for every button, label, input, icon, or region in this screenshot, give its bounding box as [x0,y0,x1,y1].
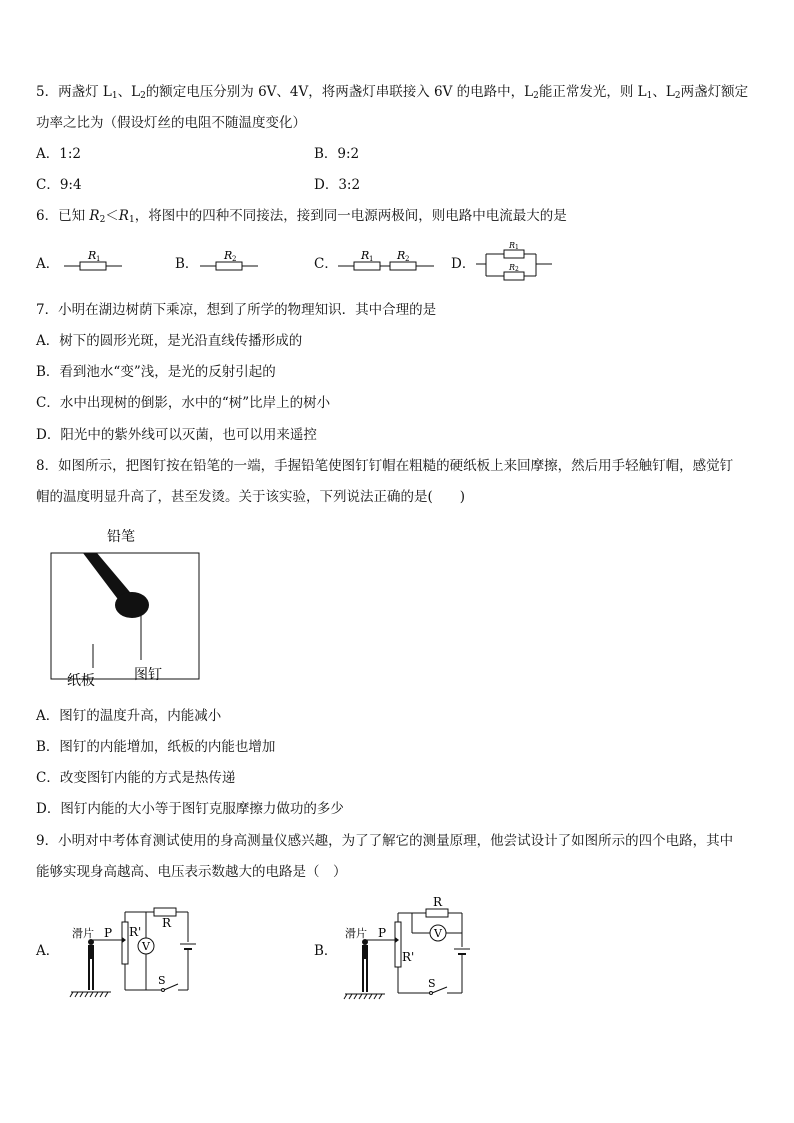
q6-option-c: C． [314,256,338,272]
q6-circuit-b [200,248,262,274]
q7-option-b: B．看到池水“变”浅，是光的反射引起的 [36,364,276,380]
q9b-s-label: S [428,977,436,990]
q9-option-a: A． [36,943,60,959]
q9b-rp-label: R' [402,950,415,964]
q6d-r1-label: R [509,241,516,250]
q5-option-a: A．1:2 [36,146,81,162]
q6a-r-label: R [88,249,97,262]
q6b-r-sub: 2 [232,255,237,263]
q9a-slider-label: 滑片 [72,927,94,940]
q6-stem: 6．已知 $R_2<R_1$，将图中的四种不同接法，接到同一电源两极间，则电路中电流最大的是 [36,208,567,225]
q7-option-c: C．水中出现树的倒影，水中的“树”比岸上的树小 [36,395,331,411]
q6c-r1-sub: 1 [369,255,374,263]
q9a-p-label: P [104,926,113,940]
q6d-r1-sub: 1 [515,244,519,251]
q6d-r2-label: R [509,263,516,272]
pencil-label: 铅笔 [107,529,135,545]
q6c-r1-label: R [361,249,370,262]
q8-option-d: D．图钉内能的大小等于图钉克服摩擦力做功的多少 [36,801,344,817]
q5-option-c: C．9:4 [36,177,82,193]
q8-option-b: B．图钉的内能增加，纸板的内能也增加 [36,739,276,755]
q9a-r-label: R [162,916,172,930]
q6-option-b: B． [175,256,199,272]
q9a-rp-label: R' [129,925,142,939]
pin-head [115,592,149,618]
q9a-v-label: V [142,940,150,953]
q6a-r-sub: 1 [96,255,101,263]
q8-option-c: C．改变图钉内能的方式是热传递 [36,770,236,786]
q9b-r-label: R [433,897,443,909]
q9-option-b: B． [314,943,338,959]
q9b-v-label: V [434,927,442,940]
q9a-s-label: S [158,974,166,987]
q9-stem-line1: 9．小明对中考体育测试使用的身高测量仪感兴趣，为了了解它的测量原理，他尝试设计了如图所示的四个电路，其中 [36,833,734,849]
q9-stem-line2: 能够实现身高越高、电压表示数越大的电路是（ ） [36,864,347,880]
q8-figure [45,522,210,692]
q6-circuit-a [64,248,126,274]
q8-stem-line2: 帽的温度明显升高了，甚至发烫。关于该实验，下列说法正确的是( ) [36,489,466,505]
q6-circuit-c [338,248,438,274]
q8-option-a: A．图钉的温度升高，内能减小 [36,708,222,724]
q5-stem-line2: 功率之比为（假设灯丝的电阻不随温度变化） [36,115,306,131]
q6-option-a: A． [36,256,60,272]
pin-label: 图钉 [134,667,162,683]
q9-circuit-b [342,897,482,1001]
q6c-r2-label: R [397,249,406,262]
q9b-slider-label: 滑片 [345,927,367,940]
q5-option-d: D．3:2 [314,177,361,193]
board-label: 纸板 [67,673,95,689]
q6d-r2-sub: 2 [515,266,519,273]
q6c-r2-sub: 2 [405,255,410,263]
q7-option-d: D．阳光中的紫外线可以灭菌，也可以用来遥控 [36,427,317,443]
q5-stem-line1: 5．两盏灯 $L_1$、$L_2$的额定电压分别为 6V、4V，将两盏灯串联接入 6V 的电路中，$L_2$能正常发光，则 $L_1$、$L_2$两盏灯额定 [36,84,749,101]
q9-circuit-a [66,900,206,1000]
q9b-p-label: P [378,926,387,940]
q7-stem: 7．小明在湖边树荫下乘凉，想到了所学的物理知识．其中合理的是 [36,302,437,318]
q6-option-d: D． [451,256,476,272]
q6b-r-label: R [224,249,233,262]
q8-stem-line1: 8．如图所示，把图钉按在铅笔的一端，手握铅笔使图钉钉帽在粗糙的硬纸板上来回摩擦，然后用手轻触钉帽，感觉钉 [36,458,734,474]
q5-option-b: B．9:2 [314,146,360,162]
q6-circuit-d [476,240,556,284]
q7-option-a: A．树下的圆形光斑，是光沿直线传播形成的 [36,333,303,349]
